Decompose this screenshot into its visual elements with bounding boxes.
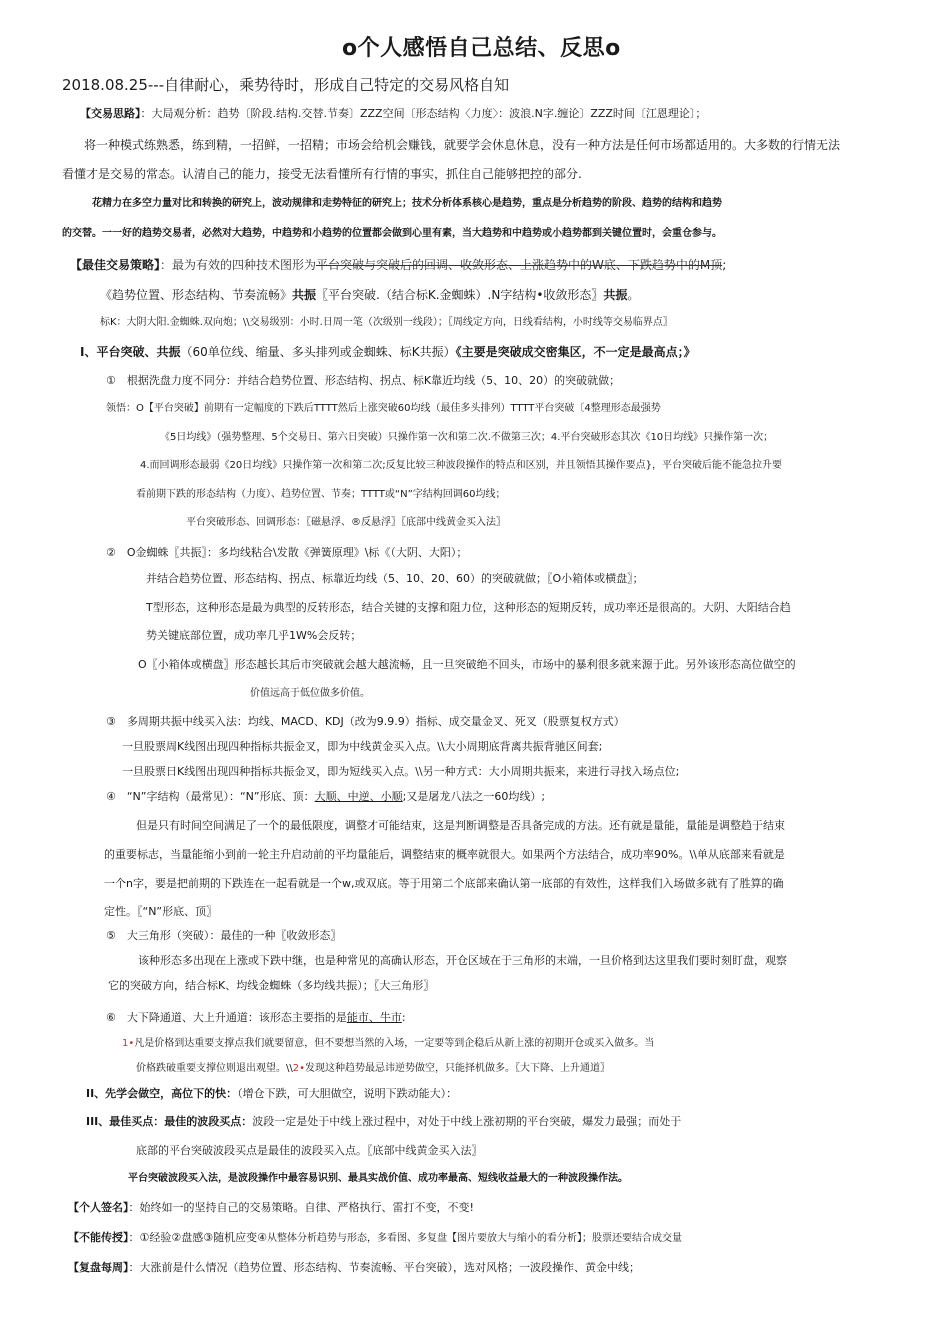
k-level-line: 标K：大阴大阳.金蜘蛛.双向炮；\\交易级别：小时.日周一笔（次级别一线段）；〖周线定方向，日线看结构，小时线等交易临界点〗 [100,317,673,328]
weekly-line [68,1262,640,1273]
signature-text: ：始终如一的坚持自己的交易策略。自律、严格执行、雷打不变，不变! [128,1201,474,1214]
section1-head: I、平台突破、共振 [80,345,181,359]
section3-line2: 底部的平台突破波段买点是最佳的波段买入点。〖底部中线黄金买入法〗 [136,1144,483,1157]
signature-line [68,1202,474,1213]
item4-line3: 一个n字，要是把前期的下跌连在一起看就是一个w,或双底。等于用第二个底部来确认第一底部的有效性，这样我们入场做多就有了胜算的确 [104,877,784,890]
weekly-label: 【复盘每周】 [68,1261,129,1274]
lingwu-line4: 看前期下跌的形态结构（力度）、趋势位置、节奏；TTTT或“N”字结构回调60均线； [136,489,506,500]
strategy-label: 【最佳交易策略】 [70,258,161,272]
signature-label: 【个人签名】 [68,1201,129,1214]
item6-head: ⑥ 大下降通道、大上升通道：该形态主要指的是 [106,1011,347,1024]
strategy-struck: 平台突破与突破后的回调、收敛形态、上涨趋势中的W底、下跌趋势中的M顶 [316,258,723,272]
section3-head: III、最佳买点：最佳的波段买点： [86,1115,253,1128]
resonance-part1: 《趋势位置、形态结构、节奏流畅》 [100,288,293,302]
section1-heading [80,346,696,358]
para2-line2: 的交替。一一好的趋势交易者，必然对大趋势，中趋势和小趋势的位置都会做到心里有素，当大趋势和中趋势或小趋势都到关键位置时，会重仓参与。 [62,228,722,239]
item6-line2-tail: 发现这种趋势最忌讳逆势做空，只能择机做多。〖大下降、上升通道〗 [305,1063,611,1074]
item4-line2: 的重要标志，当量能缩小到前一轮主升启动前的平均量能后，调整结束的概率就很大。如果两个方法结合，成功率90%。\\单从底部来看就是 [104,848,785,861]
item4-underline: 大顺、中逆、小顺 [314,790,403,803]
nontransfer-label: 【不能传授】 [68,1231,129,1244]
item1-line: ① 根据洗盘力度不同分：并结合趋势位置、形态结构、拐点、标K靠近均线（5、10、20）的突破就做； [106,374,621,387]
item4-line4: 定性。〖“N”形底、顶〗 [104,905,218,918]
item6-line2-text: 价格跌破重要支撑位则退出观望。\\ [136,1063,293,1074]
section2-line [86,1088,457,1099]
lingwu-line3: 4.而回调形态最弱《20日均线》只操作第一次和第二次;反复比较三种波段操作的特点和区别，并且领悟其操作要点}，平台突破后能不能急拉升要 [140,460,782,471]
item6-line1-text: 凡是价格到达重要支撑点我们就要留意，但不要想当然的入场，一定要等到企稳后从新上涨的初期开仓或买入做多。当 [134,1038,655,1049]
item4-head-line [106,791,545,802]
item3-head: ③ 多周期共振中线买入法：均线、MACD、KDJ（改为9.9.9）指标、成交量金叉、死叉（股票复权方式） [106,715,625,728]
trade-idea-label: 【交易思路】 [80,107,141,120]
item3-line1: 一旦股票周K线图出现四种指标共振金叉，即为中线黄金买入点。\\大小周期底背离共振背驰区间套; [122,740,603,753]
section2-head: II、先学会做空，高位下的快： [86,1087,238,1100]
strategy-text: ：最为有效的四种技术图形为 [160,258,317,272]
resonance-bold1: 共振 [292,288,317,302]
trade-idea-line [80,108,706,119]
item6-line2 [136,1064,610,1074]
section3-line1-text: 波段一定是处于中线上涨过程中，对处于中线上涨初期的平台突破，爆发力最强；而处于 [252,1115,682,1128]
resonance-end: 。 [627,288,640,302]
item2-line5: 价值远高于低位做多价值。 [250,688,370,699]
platform-buy-line: 平台突破波段买入法，是波段操作中最容易识别、最具实战价值、成功率最高、短线收益最大的一种波段操作法。 [128,1173,628,1184]
item2-line2: T型形态，这种形态是最为典型的反转形态，结合关键的支撑和阻力位，这种形态的短期反转，成功率还是很高的。大阴、大阳结合趋 [146,601,791,614]
lingwu-line1: 领悟：O【平台突破】前期有一定幅度的下跌后TTTT然后上涨突破60均线（最佳多头排列）TTTT平台突破〔4整理形态最强势 [106,403,661,414]
nontransfer-text: ：①经验②盘感③随机应变④ [128,1231,267,1244]
para1-line2: 看懂才是交易的常态。认清自己的能力，接受无法看懂所有行情的事实，抓住自己能够把控的部分. [62,167,582,181]
item6-head-line [106,1012,406,1023]
item4-head: ④ “N”字结构（最常见）：“N”形底、顶： [106,790,315,803]
item2-line3: 势关键底部位置，成功率几乎1W%会反转； [146,629,362,642]
section3-line1 [86,1116,681,1127]
trade-idea-text: ：大局观分析：趋势〔阶段.结构.交替.节奏〕ZZZ空间〔形态结构〈力度〉：波浪.N字.缠论〕ZZZ时间〔江恩理论〕； [140,107,707,120]
page-title: o个人感悟自己总结、反思o [342,36,621,61]
item5-line1: 该种形态多出现在上涨或下跌中继，也是种常见的高确认形态，开仓区域在于三角形的末端，一旦价格到达这里我们要时刻盯盘，观察 [138,954,787,967]
para2-line1: 花精力在多空力量对比和转换的研究上，波动规律和走势特征的研究上；技术分析体系核心是趋势，重点是分析趋势的阶段、趋势的结构和趋势 [92,198,722,209]
para1-line1: 将一种模式练熟悉，练到精，一招鲜，一招精；市场会给机会赚钱，就要学会休息休息，没有一种方法是任何市场都适用的。大多数的行情无法 [84,138,841,152]
section2-tail: （增仓下跌，可大胆做空，说明下跌动能大）： [237,1087,458,1100]
item3-line2: 一旦股票日K线图出现四种指标共振金叉，即为短线买入点。\\另一种方式：大小周期共振来，来进行寻找入场点位; [122,765,680,778]
platform-forms-line: 平台突破形态、回调形态：〖磁悬浮、®反悬浮〗〖底部中线黄金买入法〗 [186,517,506,528]
resonance-part2: 〖平台突破.（结合标K.金蜘蛛）.N字结构•收敛形态〗 [316,288,604,302]
item6-bullet1: 1• [122,1038,135,1049]
strategy-line [70,259,726,271]
item5-line2: 它的突破方向，结合标K、均线金蜘蛛（多均线共振）；〖大三角形〗 [108,979,435,992]
item4-tail: ;又是屠龙八法之一60均线）; [402,790,546,803]
item2-head: ② O金蜘蛛〖共振〗：多均线粘合\发散《弹簧原理》\标《（大阴、大阳）； [106,546,468,559]
item6-tail: : [401,1011,406,1024]
strategy-end: ; [722,258,727,272]
nontransfer-line [68,1232,682,1244]
weekly-text: ：大涨前是什么情况（趋势位置、形态结构、节奏流畅、平台突破），选对风格；一波段操作、黄金中线； [128,1261,640,1274]
item6-underline: 能市、牛市 [346,1011,402,1024]
section1-mid: （60单位线、缩量、多头排列或金蜘蛛、标K共振） [180,345,456,359]
section1-tail: 《主要是突破成交密集区，不一定是最高点；》 [455,345,696,359]
nontransfer-small: 从整体分析趋势与形态，多看图、多复盘【图片要放大与缩小的看分析】；股票还要结合成交量 [266,1233,682,1244]
item2-line4: O〖小箱体或横盘〗形态越长其后市突破就会越大越流畅，且一旦突破绝不回头，市场中的暴利很多就来源于此。另外该形态高位做空的 [138,658,796,671]
lingwu-line2: 《5日均线》（强势整理、5个交易日、第六日突破）只操作第一次和第二次.不做第三次；4.平台突破形态其次《10日均线》只操作第一次； [160,432,774,443]
resonance-bold2: 共振 [603,288,628,302]
resonance-line [100,289,639,301]
item6-line1 [122,1039,654,1049]
item2-line1: 并结合趋势位置、形态结构、拐点、标靠近均线（5、10、20、60）的突破就做；〖O小箱体或横盘〗； [146,572,644,585]
item4-line1: 但是只有时间空间满足了一个的最低限度，调整才可能结束，这是判断调整是否具备完成的方法。还有就是量能，量能是调整趋于结束 [136,819,785,832]
item6-bullet2: 2• [292,1063,306,1074]
item5-head: ⑤ 大三角形（突破）：最佳的一种〖收敛形态〗 [106,929,342,942]
subtitle: 2018.08.25---自律耐心，乘势待时，形成自己特定的交易风格自知 [62,76,510,94]
